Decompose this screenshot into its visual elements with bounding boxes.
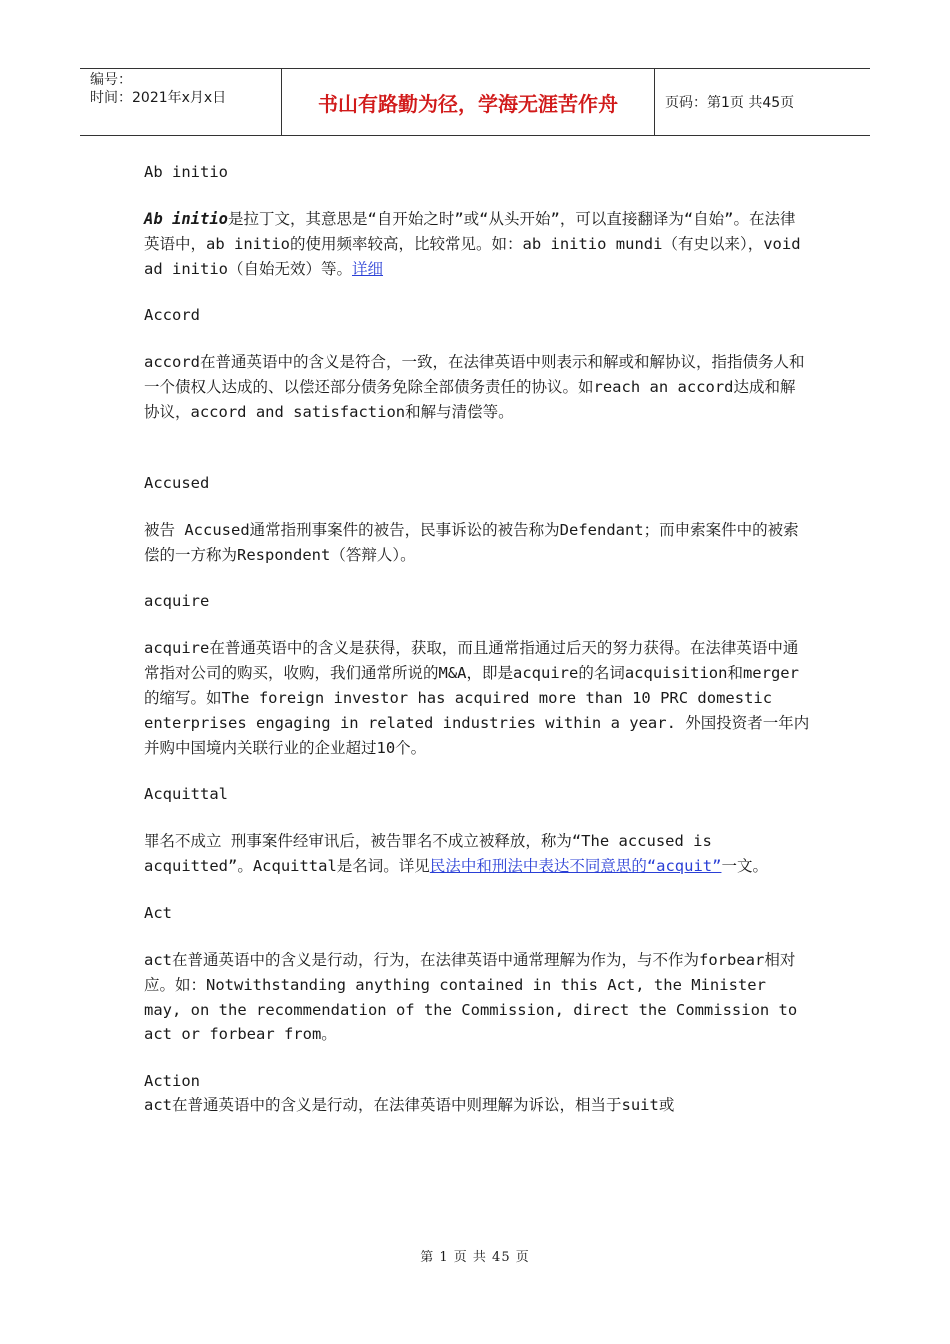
page-footer: 第 1 页 共 45 页 <box>420 1250 530 1265</box>
entry-body-ab-initio: 是拉丁文，其意思是“自开始之时”或“从头开始”，可以直接翻译为“自始”。在法律英语中，ab initio的使用频率较高，比较常见。如：ab initio mundi（有史以来），void ad initio（自始无效）等。 <box>144 210 801 278</box>
entry-term-accord: Accord <box>144 306 200 325</box>
entry-term-acquire: acquire <box>144 592 210 611</box>
entry-term-ab-initio: Ab initio <box>144 163 228 181</box>
entry-text-accused: 被告 Accused通常指刑事案件的被告，民事诉讼的被告称为Defendant；而申索案件中的被索偿的一方称为Respondent（答辩人）。 <box>144 520 799 564</box>
entry-text-action: act在普通英语中的含义是行动，在法律英语中则理解为诉讼，相当于suit或 <box>144 1096 675 1115</box>
entry-term-accused: Accused <box>144 473 210 492</box>
entry-text-acquittal <box>144 829 810 879</box>
detail-link[interactable]: 详细 <box>352 259 384 278</box>
entry-italic-ab-initio: Ab initio <box>144 210 228 228</box>
header-motto: 书山有路勤为径，学海无涯苦作舟 <box>282 69 655 135</box>
entry-text-accord: accord在普通英语中的含义是符合，一致，在法律英语中则表示和解或和解协议，指指债务人和一个债权人达成的、以偿还部分债务免除全部债务责任的协议。如reach an accord达成和解协议，accord and satisfaction和解与清偿等。 <box>144 353 805 421</box>
entry-term-acquittal: Acquittal <box>144 785 228 804</box>
document-date-label: 时间：2021年x月x日 <box>90 90 227 106</box>
entry-text-ab-initio <box>144 207 810 281</box>
entry-text-act: act在普通英语中的含义是行动，行为，在法律英语中通常理解为作为，与不作为forbear相对应。如：Notwithstanding anything contained in this Act, the Minister may, on the recommendation of the Commission, direct the Commission to act or forbear from。 <box>144 950 798 1044</box>
entry-body-acquittal: 罪名不成立 刑事案件经审讯后，被告罪名不成立被释放，称为“The accused is acquitted”。Acquittal是名词。详见 <box>144 832 712 876</box>
entry-term-action: Action <box>144 1072 200 1091</box>
document-number-label: 编号： <box>90 72 132 88</box>
acquit-article-link[interactable]: 民法中和刑法中表达不同意思的“acquit” <box>429 857 722 876</box>
page-header <box>80 68 870 136</box>
header-page-label: 页码：第1页 共45页 <box>665 95 795 111</box>
entry-text-acquire: acquire在普通英语中的含义是获得，获取，而且通常指通过后天的努力获得。在法律英语中通常指对公司的购买，收购，我们通常所说的M&A，即是acquire的名词acquisition和merger的缩写。如The foreign investor has acquired more than 10 PRC domestic enterprises engaging in related industries within a year. 外国投资者一年内并购中国境内关联行业的企业超过10个。 <box>144 639 810 757</box>
entry-term-act: Act <box>144 903 172 922</box>
entry-tail-acquittal: 一文。 <box>721 857 768 876</box>
document-body <box>144 160 810 1118</box>
header-meta <box>80 69 282 135</box>
